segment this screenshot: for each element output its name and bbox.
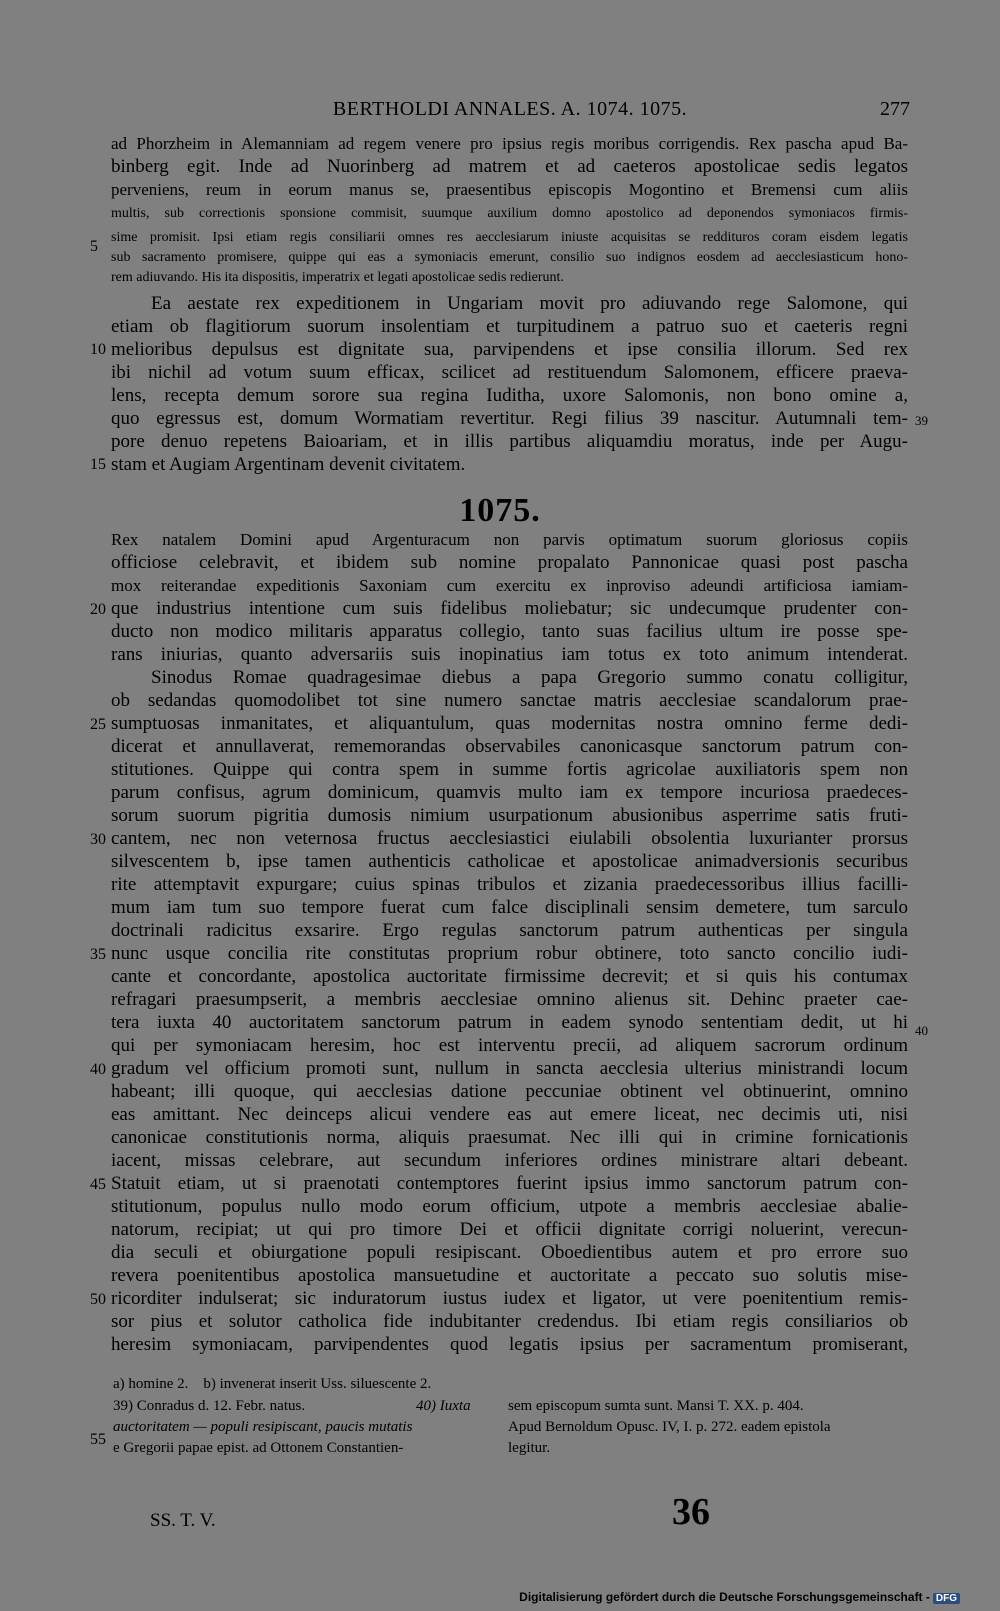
line-number: 25 <box>90 716 106 733</box>
text-line: Rex natalem Domini apud Argenturacum non parvis optimatum suorum gloriosus copiis <box>111 530 908 549</box>
footnote-40-line2: auctoritatem — populi resipiscant, paucis mutatis <box>113 1419 413 1435</box>
text-line: stitutiones. Quippe qui contra spem in summe fortis agricolae auxiliatoris spem non <box>111 759 908 780</box>
text-line: ad Phorzheim in Alemanniam ad regem venere pro ipsius regis moribus corrigendis. Rex pascha apud Ba- <box>111 134 908 153</box>
text-line: sime promisit. Ipsi etiam regis consiliarii omnes res aecclesiarum iniuste acquisitas se reddituros coram eisdem legatis <box>111 230 908 245</box>
text-line: lens, recepta demum sorore sua regina Iuditha, uxore Salomonis, non bono omine a, <box>111 385 908 406</box>
text-line: melioribus depulsus est dignitate sua, parvipendens et ipse consilia illorum. Sed rex <box>111 339 908 360</box>
page-number: 277 <box>880 98 910 120</box>
credit-text: Digitalisierung gefördert durch die Deutsche Forschungsgemeinschaft - <box>519 1590 930 1604</box>
margin-note: 40 <box>915 1023 928 1038</box>
digitization-credit <box>519 1590 960 1604</box>
text-line: dicerat et annullaverat, rememorandas observabiles canonicasque sanctorum patrum con- <box>111 736 908 757</box>
footnote-40-start: 40) Iuxta <box>416 1398 471 1414</box>
footnote-40-line6: legitur. <box>508 1440 551 1456</box>
text-line: ob sedandas quomodolibet tot sine numero sanctae matris aecclesiae scandalorum prae- <box>111 690 908 711</box>
text-line: officiose celebravit, et ibidem sub nomine propalato Pannonicae quasi post pascha <box>111 552 908 573</box>
footnote-40-line5: Apud Bernoldum Opusc. IV, I. p. 272. eadem epistola <box>508 1419 831 1435</box>
text-line: Ea aestate rex expeditionem in Ungariam movit pro adiuvando rege Salomone, qui <box>151 293 908 314</box>
footnote-variants: a) homine 2. b) invenerat inserit Uss. siluescente 2. <box>113 1376 432 1392</box>
text-line: perveniens, reum in eorum manus se, praesentibus episcopis Mogontino et Bremensi cum aliis <box>111 180 908 199</box>
text-line: pore denuo repetens Baioariam, et in illis partibus aliquamdiu moratus, inde per Augu- <box>111 431 908 452</box>
line-number: 15 <box>90 456 106 473</box>
text-line: stitutionum, populus nullo modo eorum officium, utpote a membris aecclesiae abalie- <box>111 1196 908 1217</box>
text-line: quo egressus est, domum Wormatiam revertitur. Regi filius 39 nascitur. Autumnali tem- <box>111 408 908 429</box>
text-line: Statuit etiam, ut si praenotati contemptores fuerint ipsius immo sanctorum patrum con- <box>111 1173 908 1194</box>
footnote-40-line4: sem episcopum sumta sunt. Mansi T. XX. p. 404. <box>508 1398 804 1414</box>
text-line: gradum vel officium promoti sunt, nullum in sancta aecclesia ulterius ministrandi locum <box>111 1058 908 1079</box>
dfg-logo: DFG <box>933 1593 960 1604</box>
text-line: ibi nichil ad votum suum efficax, scilicet ad restituendum Salomonem, efficere praeva- <box>111 362 908 383</box>
signature-number: 36 <box>672 1491 710 1533</box>
text-line: binberg egit. Inde ad Nuorinberg ad matrem et ad caeteros apostolicae sedis legatos <box>111 156 908 177</box>
margin-note: 39 <box>915 413 928 428</box>
text-line: canonicae constitutionis norma, aliquis praesumat. Nec illi qui in crimine fornicationis <box>111 1127 908 1148</box>
text-line: natorum, recipiat; ut qui pro timore Dei et officii dignitate corrigi noluerint, verecun- <box>111 1219 908 1240</box>
signature-mark: SS. T. V. <box>150 1510 216 1531</box>
text-line: ricorditer indulserat; sic induratorum iustus iudex et ligator, ut vere poenitentium remis- <box>111 1288 908 1309</box>
text-line: etiam ob flagitiorum suorum insolentiam et turpitudinem a patruo suo et caeteris regni <box>111 316 908 337</box>
text-line: refragari praesumpserit, a membris aecclesiae omnino alienus sit. Dehinc praeter cae- <box>111 989 908 1010</box>
line-number: 30 <box>90 831 106 848</box>
text-line: heresim symoniacam, parvipendentes quod legatis ipsius per sacramentum promiserant, <box>111 1334 908 1355</box>
year-heading: 1075. <box>459 492 541 529</box>
page-header <box>110 98 910 128</box>
text-line: eas amittant. Nec deinceps alicui vendere eas aut emere liceat, nec decimis uti, nisi <box>111 1104 908 1125</box>
text-line: silvescentem b, ipse tamen authenticis catholicae et apostolicae animadversionis securibus <box>111 851 908 872</box>
line-number: 45 <box>90 1176 106 1193</box>
line-number: 55 <box>90 1431 106 1448</box>
text-line: rite attemptavit expurgare; cuius spinas tribulos et zizania praedecessoribus illius facilli- <box>111 874 908 895</box>
text-line: sorum suorum pigritia dumosis nimium usurpationum abusionibus asperrime satis fruti- <box>111 805 908 826</box>
text-line: rans iniurias, quanto adversariis suis inopinatius iam totus ex toto animum intenderat. <box>111 644 908 665</box>
text-line: qui per symoniacam heresim, hoc est interventu precii, ad aliquem sacrorum ordinum <box>111 1035 908 1056</box>
line-number: 50 <box>90 1291 106 1308</box>
text-line: iacent, missas celebrare, aut secundum inferiores ordines ministrare altari debeant. <box>111 1150 908 1171</box>
text-line: mum iam tum suo tempore fuerat cum falce disciplinali sensim demetere, tum sarculo <box>111 897 908 918</box>
text-line: parum confisus, agrum dominicum, quamvis multo iam ex tempore incuriosa praedeces- <box>111 782 908 803</box>
text-line: cante et concordante, apostolica auctoritate firmissime decrevit; et si quis his contumax <box>111 966 908 987</box>
text-line: multis, sub correctionis sponsione commisit, suumque auxilium domno apostolico ad deponendos symoniacos firmis- <box>111 206 908 221</box>
text-line: sumptuosas inmanitates, et aliquantulum, quas modernitas nostra omnino ferme dedi- <box>111 713 908 734</box>
text-line: mox reiterandae expeditionis Saxoniam cum exercitu ex inproviso adeundi artificiosa iamiam- <box>111 576 908 595</box>
text-line: cantem, nec non veternosa fructus aecclesiastici eiulabili obsolentia luxurianter prorsus <box>111 828 908 849</box>
text-line: Sinodus Romae quadragesimae diebus a papa Gregorio summo conatu colligitur, <box>151 667 908 688</box>
running-title: BERTHOLDI ANNALES. A. 1074. 1075. <box>332 98 688 120</box>
line-number: 40 <box>90 1061 106 1078</box>
text-line: stam et Augiam Argentinam devenit civitatem. <box>111 454 466 475</box>
text-line: que industrius intentione cum suis fidelibus moliebatur; sic undecumque prudenter con- <box>111 598 908 619</box>
text-line: tera iuxta 40 auctoritatem sanctorum patrum in eadem synodo sententiam dedit, ut hi <box>111 1012 908 1033</box>
line-number: 5 <box>90 238 98 255</box>
text-line: ducto non modico militaris apparatus collegio, tanto suas facilius ultum ire posse spe- <box>111 621 908 642</box>
text-line: dia seculi et obiurgatione populi resipiscant. Oboedientibus autem et pro errore suo <box>111 1242 908 1263</box>
text-line: sub sacramento promisere, quippe qui eas a symoniacis emerunt, consilio suo indignos eosdem ad aecclesiasticum hono- <box>111 250 908 265</box>
text-line: sor pius et solutor catholica fide indubitanter credendus. Ibi etiam regis consiliarios ob <box>111 1311 908 1332</box>
line-number: 35 <box>90 946 106 963</box>
footnote-39: 39) Conradus d. 12. Febr. natus. <box>113 1398 306 1414</box>
text-line: doctrinali radicitus exsarire. Ergo regulas sanctorum patrum authenticas per singula <box>111 920 908 941</box>
line-number: 20 <box>90 601 106 618</box>
text-line: rem adiuvando. His ita dispositis, imperatrix et legati apostolicae sedis redierunt. <box>111 270 564 285</box>
footnote-40-line3: e Gregorii papae epist. ad Ottonem Constantien- <box>113 1440 404 1456</box>
text-line: revera poenitentibus apostolica mansuetudine et auctoritate a peccato suo solutis mise- <box>111 1265 908 1286</box>
line-number: 10 <box>90 341 106 358</box>
text-line: nunc usque concilia rite constitutas proprium robur obtinere, toto sancto concilio iudi- <box>111 943 908 964</box>
text-line: habeant; illi quoque, qui aecclesias datione peccuniae obtinent vel obtinuerint, omnino <box>111 1081 908 1102</box>
